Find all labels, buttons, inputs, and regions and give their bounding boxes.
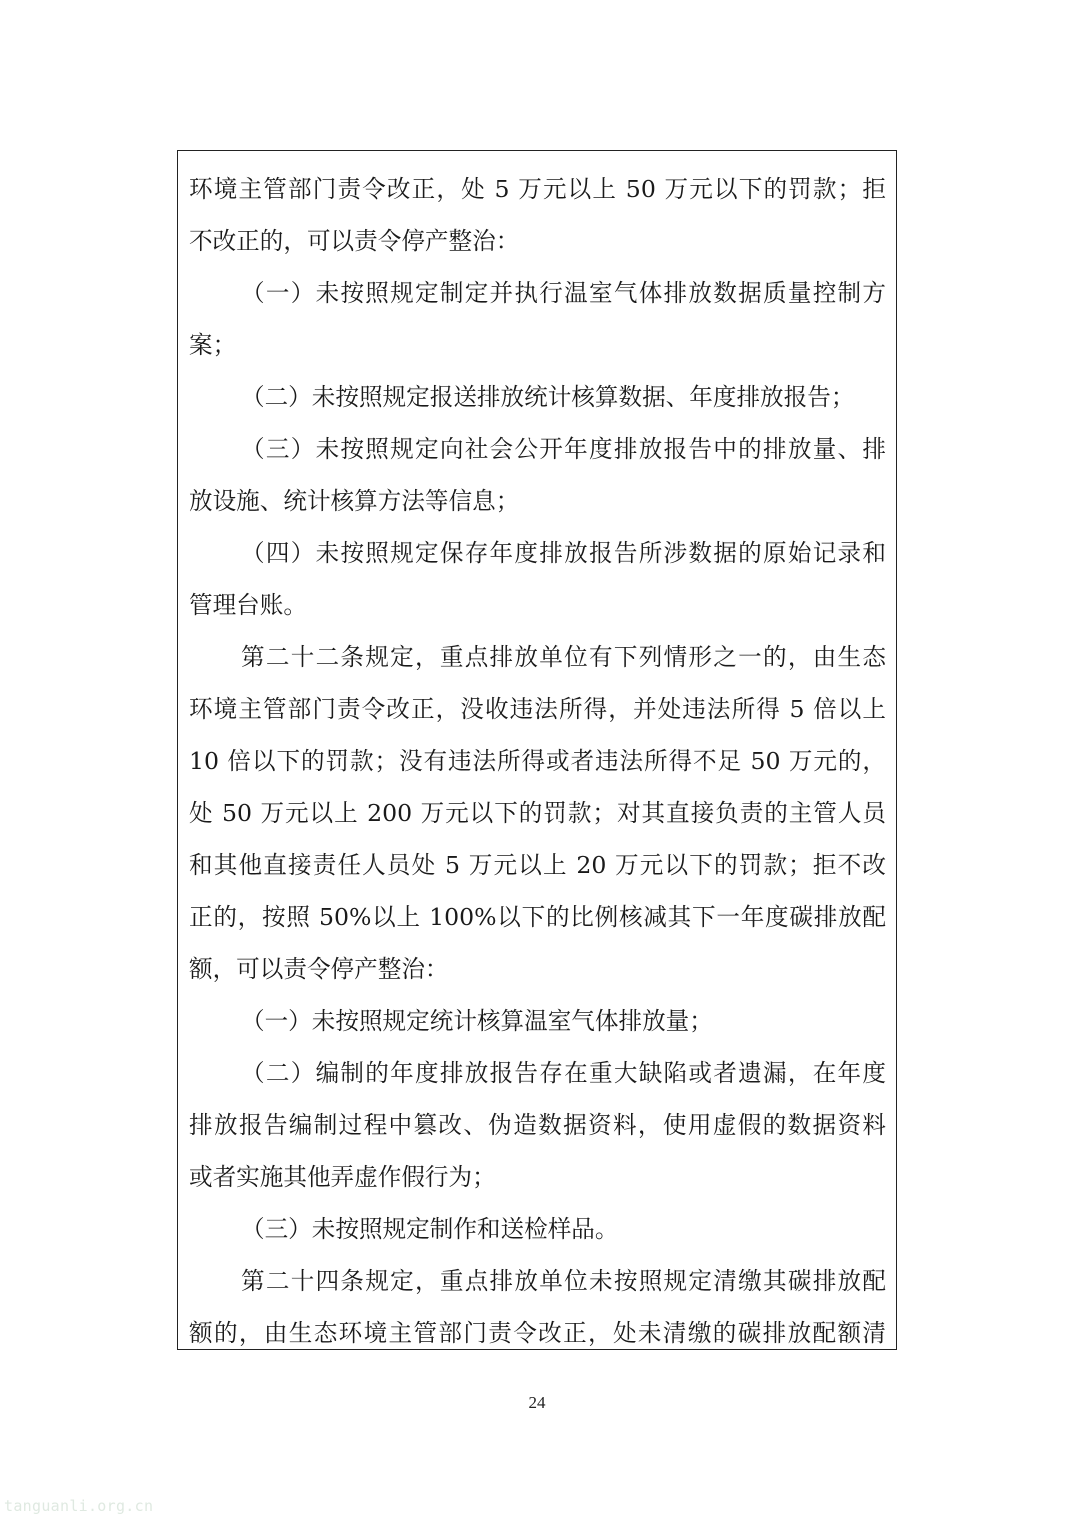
text-line: （三）未按照规定向社会公开年度排放报告中的排放量、排 [241,435,886,463]
text-line: 管理台账。 [189,591,307,619]
text-line: 放设施、统计核算方法等信息； [189,487,520,515]
text-line: 第二十四条规定，重点排放单位未按照规定清缴其碳排放配 [241,1267,886,1295]
text-line: 10 倍以下的罚款；没有违法所得或者违法所得不足 50 万元的， [189,747,886,775]
text-line: 环境主管部门责令改正，没收违法所得，并处违法所得 5 倍以上 [189,695,886,723]
text-line: （三）未按照规定制作和送检样品。 [241,1215,619,1243]
text-line: （一）未按照规定统计核算温室气体排放量； [241,1007,713,1035]
bordered-text-frame [177,150,897,1350]
text-line: （二）编制的年度排放报告存在重大缺陷或者遗漏，在年度 [241,1059,886,1087]
text-line: 处 50 万元以上 200 万元以下的罚款；对其直接负责的主管人员 [189,799,886,827]
site-watermark: tanguanli.org.cn [4,1497,154,1515]
page-number: 24 [528,1393,546,1412]
text-line: 不改正的，可以责令停产整治： [189,227,520,255]
text-line: 第二十二条规定，重点排放单位有下列情形之一的，由生态 [241,643,886,671]
text-line: 和其他直接责任人员处 5 万元以上 20 万元以下的罚款；拒不改 [189,851,886,879]
text-line: （四）未按照规定保存年度排放报告所涉数据的原始记录和 [241,539,886,567]
legal-text-body [189,163,886,1350]
text-line: 正的，按照 50%以上 100%以下的比例核减其下一年度碳排放配 [189,903,886,931]
text-line: 额的，由生态环境主管部门责令改正，处未清缴的碳排放配额清 [189,1319,886,1347]
text-line: 环境主管部门责令改正，处 5 万元以上 50 万元以下的罚款；拒 [189,175,886,203]
text-line: 额，可以责令停产整治： [189,955,449,983]
text-line: 案； [189,331,237,359]
text-line: 或者实施其他弄虚作假行为； [189,1163,496,1191]
text-line: 排放报告编制过程中篡改、伪造数据资料，使用虚假的数据资料 [189,1111,886,1139]
text-line: （二）未按照规定报送排放统计核算数据、年度排放报告； [241,383,855,411]
text-line: （一）未按照规定制定并执行温室气体排放数据质量控制方 [241,279,886,307]
